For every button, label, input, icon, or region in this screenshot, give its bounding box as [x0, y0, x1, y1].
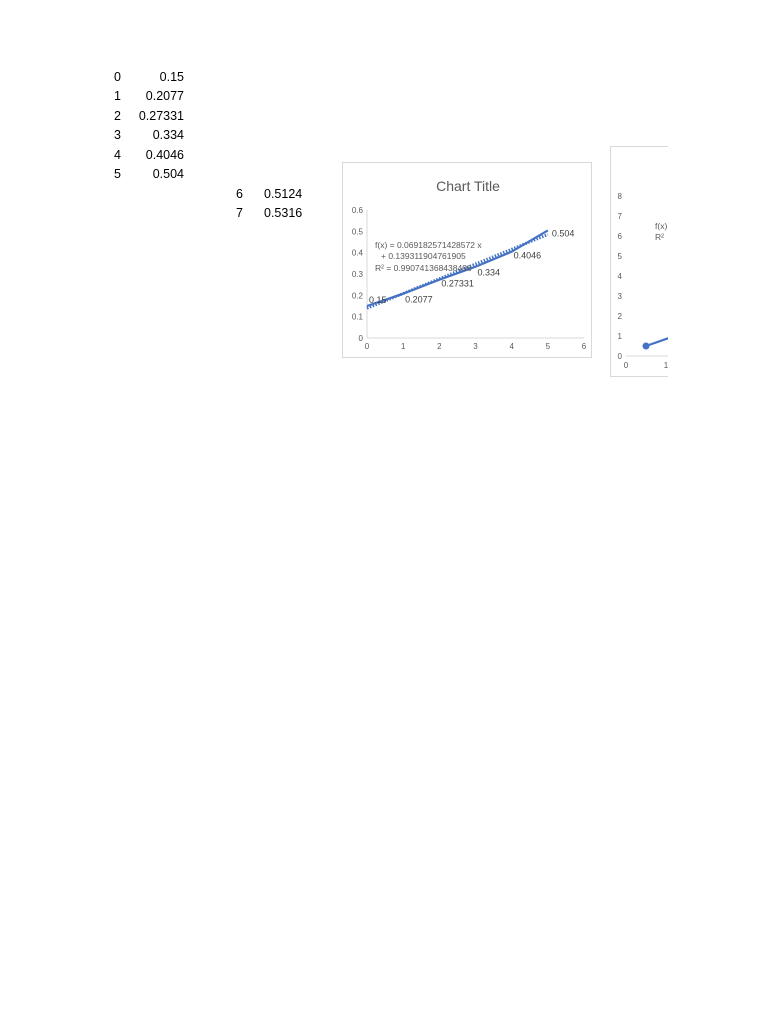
data-label: 0.15 [369, 295, 387, 305]
y-tick-label: 0 [358, 334, 363, 343]
y-tick-label: 1 [617, 332, 622, 341]
row-index: 6 [236, 187, 243, 201]
chart-1[interactable] [342, 162, 592, 358]
row-value: 0.2077 [145, 89, 184, 104]
row-index: 7 [236, 206, 243, 221]
row-index: 5 [114, 167, 121, 181]
x-tick-label: 4 [509, 342, 514, 351]
chart-1-svg [343, 163, 593, 359]
row-index: 0 [114, 70, 121, 84]
y-tick-label: 2 [617, 312, 622, 321]
x-tick-label: 6 [581, 342, 587, 351]
y-tick-label: 0.6 [351, 206, 363, 215]
row-value: 0.15 [159, 70, 184, 84]
row-value: 0.27331 [138, 108, 184, 123]
y-tick-label: 5 [617, 252, 622, 261]
y-tick-label: 8 [617, 192, 622, 201]
trendline-r-squared-fragment: R² [655, 232, 664, 242]
y-tick-label: 0.1 [351, 312, 363, 322]
row-value: 0.4046 [145, 147, 184, 162]
y-tick-label: 0.2 [351, 291, 363, 301]
x-tick-label: 0 [364, 342, 370, 351]
row-value: 0.504 [152, 167, 184, 181]
row-value: 0.334 [152, 128, 184, 143]
x-tick-label: 3 [473, 342, 478, 351]
x-tick-label: 1 [663, 361, 668, 370]
y-tick-label: 7 [617, 212, 622, 221]
row-index: 2 [114, 108, 121, 123]
chart-title: Chart Title [436, 178, 500, 194]
trendline-equation-line1: f(x) = 0.069182571428572 x [375, 240, 482, 250]
data-label: 0.2077 [405, 294, 433, 305]
row-value: 0.5316 [264, 206, 303, 221]
y-tick-label: 6 [617, 232, 622, 241]
y-tick-label: 0.5 [351, 227, 363, 237]
x-tick-label: 1 [400, 342, 406, 351]
chart-2[interactable] [610, 146, 668, 377]
y-tick-label: 0.3 [351, 270, 363, 279]
y-tick-label: 0.4 [351, 248, 363, 258]
y-tick-label: 4 [617, 272, 622, 281]
data-label: 0.4046 [513, 250, 542, 261]
data-label: 0.504 [551, 228, 575, 239]
x-tick-label: 5 [545, 342, 551, 351]
row-index: 1 [114, 89, 121, 104]
series-line [646, 332, 668, 346]
row-index: 4 [114, 147, 121, 162]
data-label: 0.27331 [441, 278, 474, 289]
y-tick-label: 3 [617, 292, 622, 301]
y-tick-label: 0 [617, 352, 622, 361]
row-index: 3 [114, 128, 121, 143]
trendline-r-squared: R² = 0.990741368438496 [375, 263, 472, 273]
trendline-equation-line2: + 0.139311904761905 [381, 251, 466, 261]
x-tick-label: 2 [437, 342, 442, 351]
trendline-equation-fragment: f(x) [655, 221, 668, 231]
data-point [643, 343, 650, 350]
row-value: 0.5124 [264, 187, 303, 201]
chart-2-svg [611, 147, 668, 377]
data-label: 0.334 [477, 267, 501, 278]
x-tick-label: 0 [623, 361, 629, 370]
